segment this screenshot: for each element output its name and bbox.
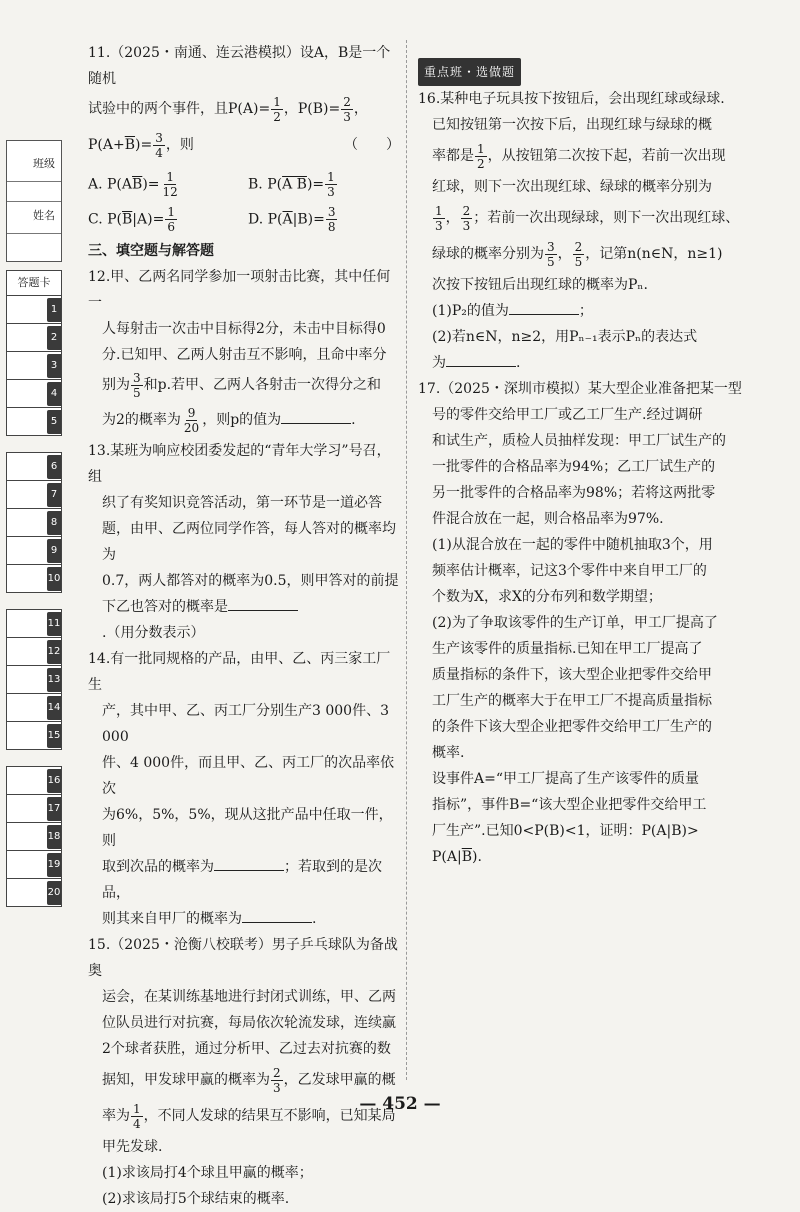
left-column [88,40,400,1212]
answer-tab[interactable]: 9 [6,537,62,565]
answer-tab[interactable]: 11 [6,610,62,638]
answer-blank[interactable] [281,409,351,424]
answer-tab[interactable]: 7 [6,481,62,509]
question-16: 16.某种电子玩具按下按钮后，会出现红球或绿球. 已知按钮第一次按下后，出现红球与绿球的概 率都是 $\frac{1}{2}$ ，从按钮第二次按下起，若前一次出现 红球，则下一次出现红球、绿球的概率分别为 $\frac{1}{3}$ ， $\frac{2}{3}$ ；若前一次出现绿球，则下一次出现红球、 绿球的概率分别为 $\frac{3}{5}$ ， $\frac{2}{5}$ ，记第n(n∈N，n≥1) 次按下按钮后出现红球的概率为Pₙ. (1)P₂的值为 ； (2)若n∈N，n≥2，用Pₙ₋₁表示Pₙ的表达式 为 . [418,91,740,371]
right-column [418,40,778,870]
answer-blank[interactable] [228,596,298,611]
q11-line: 试验中的两个事件，且P(A)= $\frac{1}{2}$ ，P(B)= $\frac{2}{3}$ ， [88,94,368,124]
answer-tab[interactable]: 2 [6,324,62,352]
answer-tab[interactable]: 8 [6,509,62,537]
student-info-box [6,140,62,262]
question-13: 13.某班为响应校团委发起的“青年大学习”号召，组 织了有奖知识竞答活动，第一环节是一道必答 题，由甲、乙两位同学作答，每人答对的概率均为 0.7，两人都答对的概率为0.5，则甲答对的前提 下乙也答对的概率是.（用分数表示） [88,443,399,641]
option-c[interactable]: C. $P(\overline{B}|A)=$ $\frac{1}{6}$ [88,205,175,234]
answer-tab[interactable]: 6 [6,453,62,481]
answer-tab[interactable]: 3 [6,352,62,380]
answer-tab[interactable]: 16 [6,767,62,795]
answer-tab[interactable]: 13 [6,666,62,694]
answer-tab[interactable]: 10 [6,565,62,593]
answer-tab[interactable]: 17 [6,795,62,823]
question-15: 15.（2025・沧衡八校联考）男子乒乓球队为备战奥 运会，在某训练基地进行封闭式训练，甲、乙两 位队员进行对抗赛，每局依次轮流发球，连续赢 2个球者获胜，通过分析甲、乙过去对抗赛的数 据知，甲发球甲赢的概率为 $\frac{2}{3}$ ，乙发球甲赢的概 率为 $\frac{1}{4}$ ，不同人发球的结果互不影响，已知某局 甲先发球. (1)求该局打4个球且甲赢的概率； (2)求该局打5个球结束的概率. [88,937,398,1207]
answer-paren: （ ） [344,137,400,153]
answer-tab[interactable]: 1 [6,296,62,324]
class-label: 班级 [33,157,55,170]
q11-line: $P(A+\overline{B})=$ $\frac{3}{4}$ ，则 （ ） [88,126,400,164]
option-d[interactable]: D. $P(\overline{A}|B)=$ $\frac{3}{8}$ [248,205,336,234]
answer-tab[interactable]: 20 [6,879,62,907]
question-12: 12.甲、乙两名同学参加一项射击比赛，其中任何一 人每射击一次击中目标得2分，未击中目标得0 分.已知甲、乙两人射击互不影响，且命中率分 别为 $\frac{3}{5}$ 和p.若甲、乙两人各射击一次得分之和 为2的概率为 $\frac{9}{20}$ ，则p的值为 . [88,269,391,435]
answer-blank[interactable] [446,352,516,367]
answer-tab[interactable]: 19 [6,851,62,879]
answer-tab[interactable]: 5 [6,408,62,436]
answer-blank[interactable] [214,856,284,871]
name-label: 姓名 [33,209,55,222]
answer-tab[interactable]: 14 [6,694,62,722]
option-b[interactable]: B. P(A B)= $\frac{1}{3}$ [248,170,335,199]
answer-blank[interactable] [242,908,312,923]
answer-tab[interactable]: 18 [6,823,62,851]
answer-card-tabs [6,295,62,915]
q11-options [88,170,400,234]
question-14: 14.有一批同规格的产品，由甲、乙、丙三家工厂生 产，其中甲、乙、丙工厂分别生产3 000件、3 000 件、4 000件，而且甲、乙、丙工厂的次品率依次 为6%，5%，5%，现从这批产品中任取一件，则 取到次品的概率为 ；若取到的是次品， 则其来自甲厂的概率为 . [88,651,395,927]
elective-badge: 重点班・选做题 [418,58,521,86]
page-number: — 452 — [359,1094,441,1114]
question-17: 17.（2025・深圳市模拟）某大型企业准备把某一型 号的零件交给甲工厂或乙工厂生产.经过调研 和试生产，质检人员抽样发现：甲工厂试生产的 一批零件的合格品率为94%；乙工厂试生产的 另一批零件的合格品率为98%；若将这两批零 件混合放在一起，则合格品率为97%. (1)从混合放在一起的零件中随机抽取3个，用 频率估计概率，记这3个零件中来自甲工厂的 个数为X，求X的分布列和数学期望； (2)为了争取该零件的生产订单，甲工厂提高了 生产该零件的质量指标.已知在甲工厂提高了 质量指标的条件下，该大型企业把零件交给甲 工厂生产的概率大于在甲工厂不提高质量指标 的条件下该大型企业把零件交给甲工厂生产的 概率. 设事件A=“甲工厂提高了生产该零件的质量 指标”，事件B=“该大型企业把零件交给甲工 厂生产”.已知0<P(B)<1，证明：P(A|B)> $P(A|\overline{B})$. [418,381,742,865]
answer-tab[interactable]: 4 [6,380,62,408]
answer-tab[interactable]: 12 [6,638,62,666]
answer-blank[interactable] [509,300,579,315]
section-heading: 三、填空题与解答题 [88,243,214,259]
elective-badge-row [418,58,778,86]
answer-card-label: 答题卡 [6,270,62,295]
question-11 [88,40,400,234]
option-a[interactable]: A. $P(A\overline{B})=$ $\frac{1}{12}$ [88,170,178,199]
answer-tab[interactable]: 15 [6,722,62,750]
q11-line: 11.（2025・南通、连云港模拟）设A，B是一个随机 [88,45,391,87]
